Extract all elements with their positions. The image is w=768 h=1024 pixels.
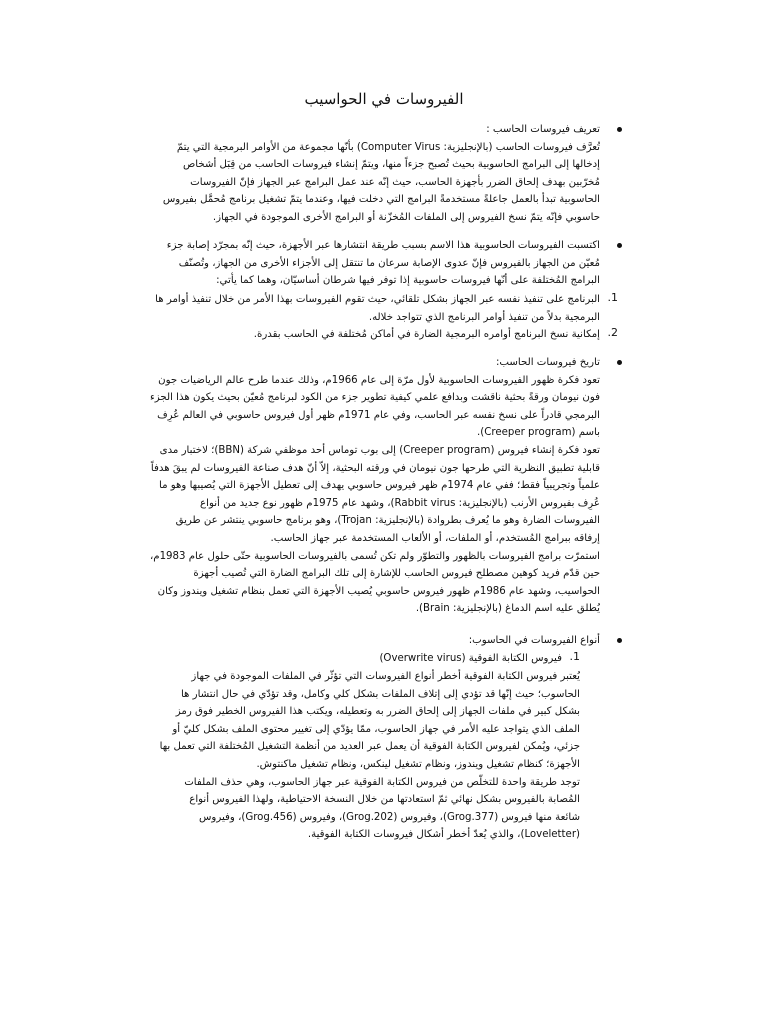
paragraph-line: تُعرَّف فيروسات الحاسب (بالإنجليزية: Computer Virus) بأنّها مجموعة من الأوامر البرمجية التي يتمّ xyxy=(176,141,600,153)
paragraph-line: باسم (Creeper program). xyxy=(477,427,600,439)
paragraph-line: إدخالها إلى البرامج الحاسوبية بحيث تُصبح جزءاً منها، ويتمّ إنشاء فيروسات الحاسب من قِبَل أشخاص xyxy=(182,159,600,171)
virus-type-item xyxy=(200,650,580,668)
paragraph-line: علمياً وتجريبياً فقط؛ ففي عام 1974م ظهر فيروس حاسوبي يهدف إلى تعطيل الأجهزة التي يُصيبها وهو ما xyxy=(158,480,600,492)
heading-text: تاريخ فيروسات الحاسب: xyxy=(495,357,600,368)
list-item-text: إمكانية نسخ البرنامج أوامره البرمجية الضارة في أماكن مُختلفة في الحاسب بقدرة. xyxy=(253,329,600,341)
list-number: 1. xyxy=(569,650,580,663)
paragraph-line: الحاسوبية تبدأ بالعمل جاعلةً مستخدمةً البرامج التي دخلت فيها، وعندما يتمّ تشغيل برنامج مُحمَّل بفيروس xyxy=(162,194,600,206)
list-item-text: البرمجية بدلاً من تنفيذ أوامر البرنامج الذي تتواجد خلاله. xyxy=(368,311,600,323)
paragraph-line: البرامج المُختلفة على أنّها فيروسات حاسوبية إذا توفر فيها شرطان أساسيّان، وهما كما يأتي: xyxy=(216,275,600,287)
paragraph-line: يُطلق عليه اسم الدماغ (بالإنجليزية: Brain). xyxy=(415,603,600,615)
paragraph-line: شائعة منها فيروس (Grog.377)، وفيروس (Grog.202)، وفيروس (Grog.456)، وفيروس xyxy=(198,811,580,823)
list-item-text: البرنامج على تنفيذ نفسه عبر الجهاز بشكل تلقائي، حيث تقوم الفيروسات بهذا الأمر من خلال تنفيذ أوامر ها xyxy=(155,294,600,305)
list-item xyxy=(200,650,580,668)
paragraph-line: حين قدّم فريد كوهين مصطلح فيروس الحاسب للإشارة إلى تلك البرامج الضارة التي تُصيب أجهزة xyxy=(193,568,600,580)
paragraph-line: الحاسوب؛ حيث إنّها قد تؤدي إلى إتلاف الملفات بشكل كلي وكامل، وقد تؤدّي في حال انتشار ها xyxy=(180,688,580,700)
section-types xyxy=(118,632,600,650)
list-item xyxy=(136,291,618,309)
bullet-dot xyxy=(617,638,622,643)
paragraph-line: فون نيومان ورقةً بحثية ناقشت وبدافع علمي كيفية تطوير جزء من الكود لبرنامج مُعيّن بحيث يكون هذا الجزء xyxy=(150,392,600,404)
paragraph-line: استمرّت برامج الفيروسات بالظهور والتطوّر ولم تكن تُسمى بالفيروسات الحاسوبية حتّى حلول عام 1983م، xyxy=(149,550,600,562)
paragraph-line: قابلية تطبيق النظرية التي طرحها جون نيومان في ورقته البحثية، إلاّ أنّ هدف صناعة الفيروسات لم يبقَ هدفاً xyxy=(150,462,600,474)
paragraph-line: الحواسيب، وشهد عام 1986م ظهور فيروس حاسوبي يُصيب الأجهزة التي تعمل بنظام تشغيل ويندوز وكان xyxy=(157,585,600,597)
list-item xyxy=(136,309,600,327)
list-number: 2. xyxy=(607,326,618,340)
section-heading xyxy=(118,632,600,650)
paragraph-line: جزئي، ويُمكن لفيروس الكتابة الفوقية أن يعمل عبر العديد من أنظمة التشغيل المُختلفة التي تعمل بها xyxy=(159,741,580,753)
section-heading xyxy=(150,121,600,139)
bullet-dot xyxy=(617,127,622,132)
section-heading xyxy=(118,354,600,372)
section-naming xyxy=(118,237,600,290)
paragraph-line: تعود فكرة إنشاء فيروس (Creeper program) إلى بوب توماس أحد موظفي شركة (BBN)؛ لاختبار مدى xyxy=(159,444,600,456)
section-bullet xyxy=(118,237,600,255)
paragraph-line: (Loveletter)، والذي يُعدّ أخطر أشكال فيروسات الكتابة الفوقية. xyxy=(307,829,580,841)
list-item-title: فيروس الكتابة الفوقية (Overwrite virus) xyxy=(379,653,562,664)
paragraph-line: يُعتبر فيروس الكتابة الفوقية أخطر أنواع الفيروسات التي تؤثّر في الملفات الموجودة في جهاز xyxy=(191,671,580,682)
section-definition xyxy=(150,121,600,227)
list-item xyxy=(136,326,618,344)
bullet-dot xyxy=(617,360,622,365)
paragraph-line: تعود فكرة ظهور الفيروسات الحاسوبية لأول مرّة إلى عام 1966م، وذلك عندما طرح عالم الرياضيات جون xyxy=(158,374,600,386)
document-title: الفيروسات في الحواسيب xyxy=(304,90,464,108)
paragraph-line: بشكل كبير في ملفات الجهاز إلى إلحاق الضرر به وتعطيله، ويكتب هذا الفيروس الخطير فوق رمز xyxy=(175,706,580,718)
paragraph-line: مُخرّبين بهدف إلحاق الضرر بأجهزة الحاسب، حيث إنّه عند عمل البرامج عبر الجهاز فإنّ الفيروسات xyxy=(190,176,600,188)
paragraph-line: الأجهزة؛ كنظام تشغيل ويندوز، ونظام تشغيل لينكس، ونظام تشغيل ماكنتوش. xyxy=(256,758,580,770)
paragraph-line: إرفاقه ببرامج المُستخدم، أو الملفات، أو الألعاب المستخدمة عبر جهاز الحاسب. xyxy=(270,532,600,544)
paragraph-line: عُرِف بفيروس الأرنب (بالإنجليزية: Rabbit virus)، وشهد عام 1975م ظهور نوع جديد من أنواع xyxy=(200,497,600,509)
paragraph-line: البرمجي قادراً على نسخ نفسه عبر الحاسب، وفي عام 1971م ظهر أول فيروس حاسوبي في العالم عُرِف xyxy=(157,409,600,421)
paragraph-line: اكتسبت الفيروسات الحاسوبية هذا الاسم بسبب طريقة انتشارها عبر الأجهزة، حيث إنّه بمجرّد إصابة جزء xyxy=(166,240,600,251)
paragraph-line: حاسوبي فإنّه يتمّ نسخ الفيروس إلى الملفات المُخزّنة أو البرامج الأخرى الموجودة في الجهاز. xyxy=(212,211,600,223)
paragraph-line: الفيروسات الضارة وهو ما يُعرف بطروادة (بالإنجليزية: Trojan)، وهو برنامج حاسوبي ينتشر عن طريق xyxy=(175,515,600,527)
list-number: 1. xyxy=(607,291,618,304)
paragraph-line: توجد طريقة واحدة للتخلّص من فيروس الكتابة الفوقية عبر جهاز الحاسوب، وهي حذف الملفات xyxy=(184,776,580,788)
paragraph-line: المُصابة بالفيروس بشكل نهائي ثمّ استعادتها من خلال النسخة الاحتياطية، ولهذا الفيروس أنواع xyxy=(189,794,580,806)
conditions-list xyxy=(136,291,618,344)
heading-text: تعريف فيروسات الحاسب : xyxy=(486,124,600,135)
heading-text: أنواع الفيروسات في الحاسوب: xyxy=(468,635,600,646)
virus-type-description xyxy=(118,668,580,844)
section-history xyxy=(118,354,600,618)
bullet-dot xyxy=(617,243,622,248)
paragraph-line: الملف الذي يتواجد عليه الأمر في جهاز الحاسوب، ممّا يؤدّي إلى تغيير محتوى الملف بشكل كليّ أو xyxy=(172,723,580,735)
paragraph-line: مُعيّن من الجهاز بالفيروس فإنّ عدوى الإصابة سرعان ما تنتقل إلى الأجزاء الأخرى من الجهاز، وتُصنّف xyxy=(178,257,600,269)
